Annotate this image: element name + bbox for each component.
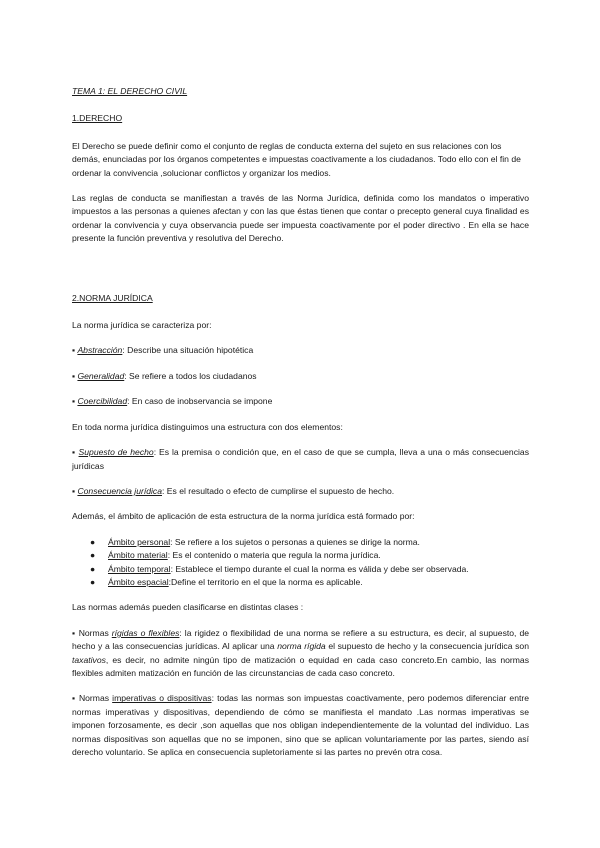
list-item bbox=[72, 576, 529, 589]
term: Supuesto de hecho bbox=[78, 447, 154, 458]
round-bullet-icon: ● bbox=[90, 563, 96, 574]
term: Consecuencia jurídica bbox=[77, 485, 162, 496]
document-heading: TEMA 1: EL DERECHO CIVIL bbox=[72, 86, 188, 96]
square-bullet-icon: ▪ bbox=[72, 627, 76, 638]
emphasis: taxativos bbox=[72, 654, 106, 665]
text: : la rigidez o flexibilidad de una norma se refiere a su estructura, es decir, al supuesto, de hecho y a las consecuencias jurídicas. Al aplicar una bbox=[72, 627, 530, 652]
prefix: Normas bbox=[78, 693, 113, 704]
definition: : Describe una situación hipotética bbox=[122, 345, 254, 356]
square-bullet-icon: ▪ bbox=[72, 370, 76, 381]
term: imperativas o dispositivas bbox=[112, 693, 212, 704]
term: Ámbito espacial bbox=[108, 576, 169, 587]
structure-intro: En toda norma jurídica distinguimos una estructura con dos elementos: bbox=[72, 421, 343, 432]
characteristic-coercibilidad bbox=[72, 395, 529, 408]
section-1-title: 1.DERECHO bbox=[72, 113, 123, 124]
term: Generalidad bbox=[77, 370, 125, 381]
scope-list bbox=[72, 536, 529, 590]
term: rígidas o flexibles bbox=[111, 627, 180, 638]
classes-intro: Las normas además pueden clasificarse en distintas clases : bbox=[72, 602, 304, 613]
prefix: Normas bbox=[78, 627, 112, 638]
term: Ámbito material bbox=[108, 550, 168, 561]
class-rigidas-flexibles bbox=[72, 627, 529, 681]
definition: : Es la premisa o condición que, en el caso de que se cumpla, lleva a una o más consecuencias jurídicas bbox=[72, 447, 529, 471]
emphasis: norma rígida bbox=[277, 641, 326, 652]
square-bullet-icon: ▪ bbox=[72, 447, 76, 458]
square-bullet-icon: ▪ bbox=[72, 345, 76, 356]
list-item bbox=[72, 549, 529, 562]
section-1-paragraph-2: Las reglas de conducta se manifiestan a través de las Norma Jurídica, definida como los mandatos o imperativo impuestos a las personas a quienes afectan y con las que éstas tienen que contar o precepto general cuya finalidad es ordenar la convivencia y cuya observancia puede ser impuesta coactivamente por el poder directivo . En ella se hace presente la función preventiva y resolutiva del Derecho. bbox=[72, 193, 529, 244]
list-item bbox=[72, 536, 529, 549]
section-2-title: 2.NORMA JURÍDICA bbox=[72, 292, 153, 303]
characteristic-abstraccion bbox=[72, 344, 529, 357]
text: el supuesto de hecho y la consecuencia jurídica son bbox=[325, 641, 529, 652]
definition: : Se refiere a los sujetos o personas a quienes se dirige la norma. bbox=[170, 536, 420, 547]
document-page bbox=[72, 85, 529, 771]
term: Ámbito personal bbox=[108, 536, 171, 547]
scope-intro: Además, el ámbito de aplicación de esta estructura de la norma jurídica está formado por: bbox=[72, 511, 415, 522]
text: , es decir, no admite ningún tipo de matización o equidad en cada caso concreto.En cambio, las normas flexibles admiten matización en función de las circunstancias de cada caso concreto. bbox=[72, 654, 529, 678]
class-imperativas-dispositivas bbox=[72, 692, 529, 759]
square-bullet-icon: ▪ bbox=[72, 396, 76, 407]
square-bullet-icon: ▪ bbox=[72, 485, 76, 496]
term: Abstracción bbox=[77, 345, 123, 356]
definition: : Es el contenido o materia que regula la norma jurídica. bbox=[167, 550, 381, 561]
list-item bbox=[72, 563, 529, 576]
round-bullet-icon: ● bbox=[90, 576, 96, 587]
text: : todas las normas son impuestas coactivamente, pero podemos diferenciar entre normas imperativas y dispositivas, dependiendo de cómo se manifiesta el mandato .Las normas imperativas se imponen forzosamente, es decir ,son aquellas que nos obligan independientemente de la voluntad del individuo. Las normas dispositivas son aquellas que no se imponen, sino que se aplican voluntariamente por las partes, siendo así derecho voluntario. Se aplica en consecuencia supletoriamente si las partes no prevén otra cosa. bbox=[72, 693, 530, 757]
element-consecuencia-juridica bbox=[72, 485, 529, 498]
definition: : Se refiere a todos los ciudadanos bbox=[124, 370, 257, 381]
definition: : Es el resultado o efecto de cumplirse el supuesto de hecho. bbox=[162, 485, 395, 496]
definition: : Establece el tiempo durante el cual la norma es válida y debe ser observada. bbox=[170, 563, 469, 574]
characteristics-intro: La norma jurídica se caracteriza por: bbox=[72, 320, 212, 331]
square-bullet-icon: ▪ bbox=[72, 693, 76, 704]
characteristic-generalidad bbox=[72, 370, 529, 383]
definition: :Define el territorio en el que la norma es aplicable. bbox=[168, 576, 363, 587]
term: Coercibilidad bbox=[77, 396, 128, 407]
definition: : En caso de inobservancia se impone bbox=[127, 396, 273, 407]
element-supuesto-de-hecho bbox=[72, 446, 529, 473]
round-bullet-icon: ● bbox=[90, 536, 96, 547]
round-bullet-icon: ● bbox=[90, 550, 96, 561]
section-1-paragraph-1: El Derecho se puede definir como el conjunto de reglas de conducta externa del sujeto en sus relaciones con los demás, enunciadas por los órganos competentes e impuestas coactivamente a los ciudadanos. Todo ello con el fin de ordenar la convivencia ,solucionar conflictos y organizar los medios. bbox=[72, 140, 521, 178]
term: Ámbito temporal bbox=[108, 563, 171, 574]
